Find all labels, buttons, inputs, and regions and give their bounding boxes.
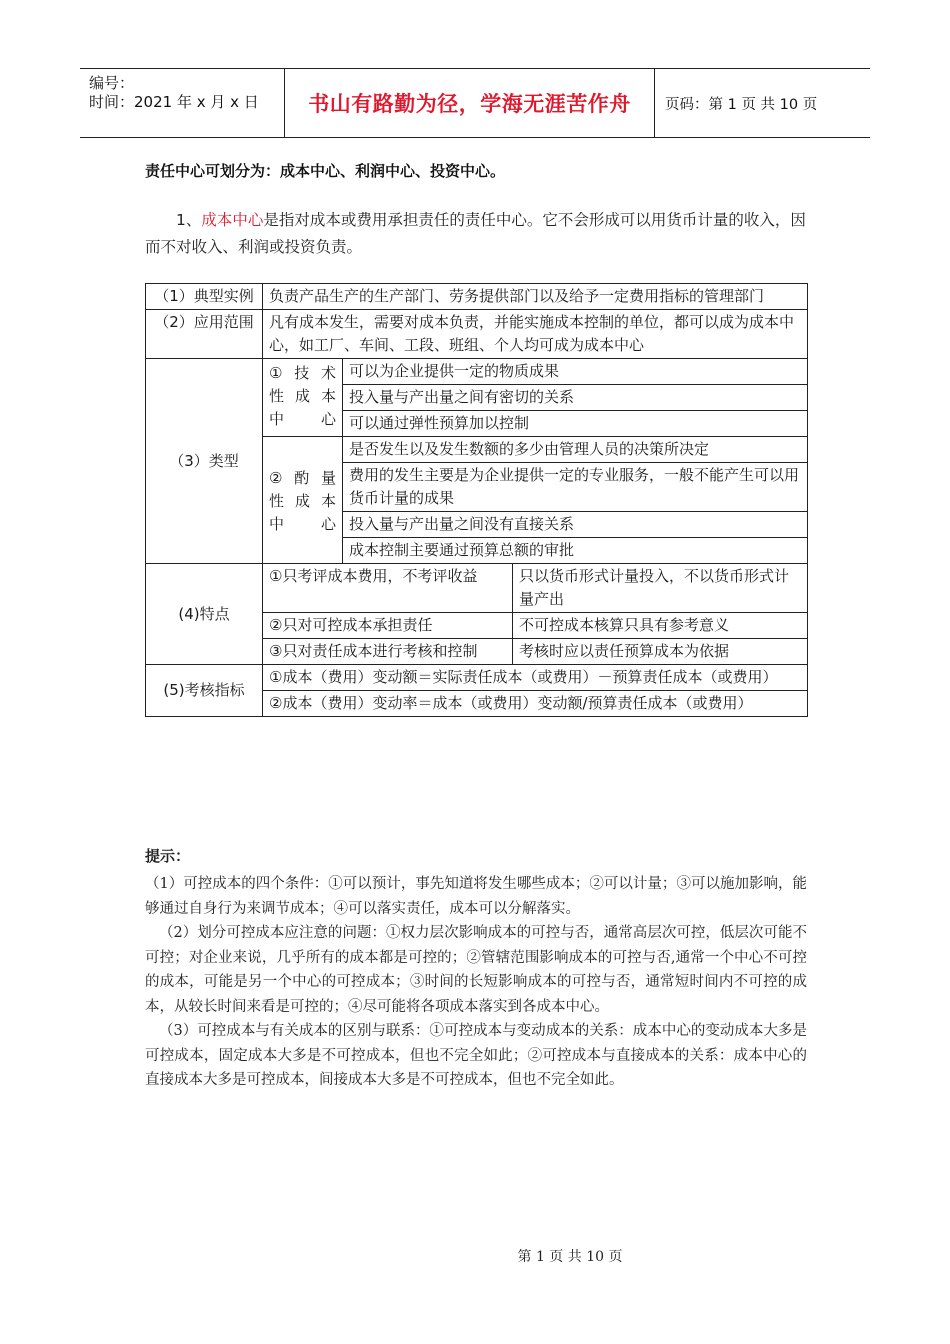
page-header [80,68,870,138]
tips-section [145,845,807,1093]
row-label-metrics: (5)考核指标 [146,665,263,717]
type-discretionary: ② 酌 量 性 成 本 中心 [263,437,343,564]
cost-center-table [145,283,808,717]
tip-paragraph: （2）划分可控成本应注意的问题：①权力层次影响成本的可控与否，通常高层次可控，低层次可能不可控；对企业来说，几乎所有的成本都是可控的；②管辖范围影响成本的可控与否,通常一个中心不可控的成本，可能是另一个中心的可控成本；③时间的长短影响成本的可控与否，通常短时间内不可控的成本，从较长时间来看是可控的；④尽可能将各项成本落实到各成本中心。 [145,925,807,1015]
header-page-cell [655,69,870,137]
intro-paragraph [145,207,807,261]
table-row [146,665,808,691]
intro-term: 成本中心 [201,211,264,229]
feature-cell: ②只对可控成本承担责任 [263,613,513,639]
section-title: 责任中心可划分为：成本中心、利润中心、投资中心。 [145,162,506,180]
header-meta [80,69,285,137]
metric-formula: ②成本（费用）变动率＝成本（或费用）变动额/预算责任成本（或费用） [263,691,808,717]
feature-cell-highlight: ③只对责任成本进行考核和控制 [263,639,513,665]
row-content-examples: 负责产品生产的生产部门、劳务提供部门以及给予一定费用指标的管理部门 [263,284,808,310]
doc-date-label: 时间：2021 年 x 月 x 日 [89,93,259,111]
type-item: 可以通过弹性预算加以控制 [343,411,808,437]
row-label-features: (4)特点 [146,564,263,665]
table-row [146,359,808,385]
intro-text: 是指对成本或费用承担责任的责任中心。它不会形成可以用货币计量的收入，因而不对收入、利润或投资负责。 [145,211,806,256]
tip-paragraph: （3）可控成本与有关成本的区别与联系：①可控成本与变动成本的关系：成本中心的变动成本大多是可控成本，固定成本大多是不可控成本，但也不完全如此；②可控成本与直接成本的关系：成本中心的直接成本大多是可控成本，间接成本大多是不可控成本，但也不完全如此。 [145,1023,807,1088]
type-item: 投入量与产出量之间没有直接关系 [343,512,808,538]
row-label-examples: （1）典型实例 [146,284,263,310]
tips-heading: 提示： [145,847,191,865]
intro-prefix: 1、 [176,211,202,229]
table-row [146,310,808,359]
type-item: 是否发生以及发生数额的多少由管理人员的决策所决定 [343,437,808,463]
metric-formula: ①成本（费用）变动额＝实际责任成本（或费用）－预算责任成本（或费用） [263,665,808,691]
doc-number-label: 编号： [89,74,135,92]
header-motto-cell [285,69,655,137]
table-row [146,284,808,310]
type-item: 成本控制主要通过预算总额的审批 [343,538,808,564]
row-content-scope: 凡有成本发生，需要对成本负责，并能实施成本控制的单位，都可以成为成本中心，如工厂、车间、工段、班组、个人均可成为成本中心 [263,310,808,359]
type-technical: ① 技 术 性 成 本 中心 [263,359,343,437]
table-row [146,564,808,613]
row-label-types: （3）类型 [146,359,263,564]
feature-cell: ①只考评成本费用，不考评收益 [263,564,513,613]
type-item: 投入量与产出量之间有密切的关系 [343,385,808,411]
feature-cell: 不可控成本核算只具有参考意义 [513,613,808,639]
tip-paragraph: （1）可控成本的四个条件：①可以预计，事先知道将发生哪些成本；②可以计量；③可以施加影响，能够通过自身行为来调节成本；④可以落实责任，成本可以分解落实。 [145,876,807,917]
type-item: 费用的发生主要是为企业提供一定的专业服务，一般不能产生可以用货币计量的成果 [343,463,808,512]
row-label-scope: （2）应用范围 [146,310,263,359]
feature-cell: 只以货币形式计量投入，不以货币形式计量产出 [513,564,808,613]
page-footer: 第 1 页 共 10 页 [517,1249,623,1265]
motto: 书山有路勤为径，学海无涯苦作舟 [308,92,631,116]
page-indicator: 页码：第 1 页 共 10 页 [665,96,818,113]
type-item: 可以为企业提供一定的物质成果 [343,359,808,385]
feature-cell-highlight: 考核时应以责任预算成本为依据 [513,639,808,665]
